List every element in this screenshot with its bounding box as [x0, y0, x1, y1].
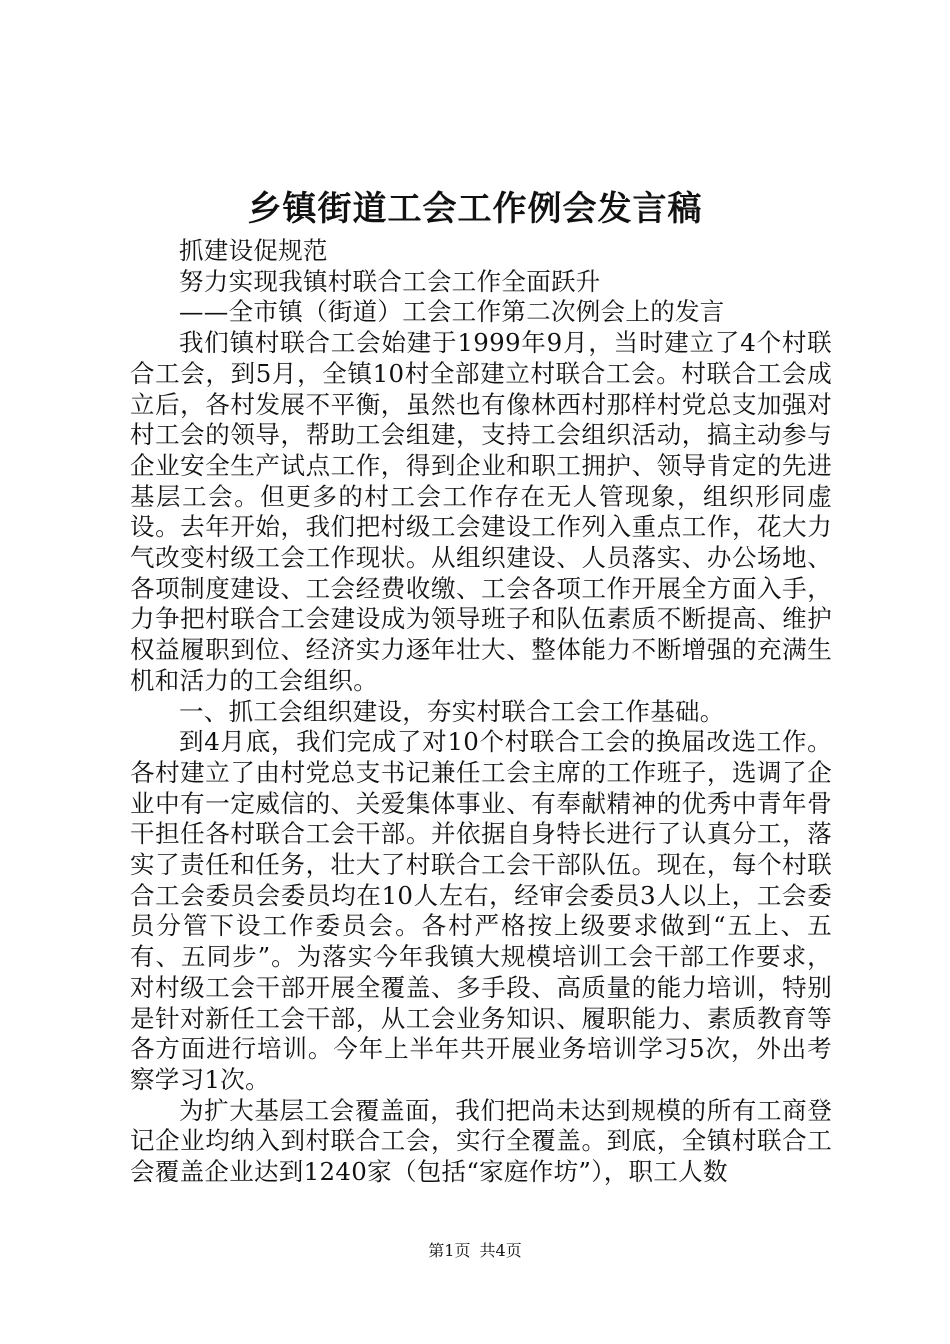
- subtitle-line-3: ——全市镇（街道）工会工作第二次例会上的发言: [179, 297, 725, 327]
- page-number: 第1页: [428, 1241, 471, 1260]
- body-paragraph: 我们镇村联合工会始建于1999年9月，当时建立了4个村联合工会，到5月，全镇10村全部建立村联合工会。村联合工会成立后，各村发展不平衡，虽然也有像林西村那样村党总支加强对村工会的领导，帮助工会组建，支持工会组织活动，搞主动参与企业安全生产试点工作，得到企业和职工拥护、领导肯定的先进基层工会。但更多的村工会工作存在无人管现象，组织形同虚设。去年开始，我们把村级工会建设工作列入重点工作，花大力气改变村级工会工作现状。从组织建设、人员落实、办公场地、各项制度建设、工会经费收缴、工会各项工作开展全方面入手，力争把村联合工会建设成为领导班子和队伍素质不断提高、维护权益履职到位、经济实力逐年壮大、整体能力不断增强的充满生机和活力的工会组织。: [130, 328, 832, 695]
- document-body: [130, 236, 832, 1188]
- page-footer: [0, 1240, 950, 1262]
- body-paragraph: 为扩大基层工会覆盖面，我们把尚未达到规模的所有工商登记企业均纳入到村联合工会，实行全覆盖。到底，全镇村联合工会覆盖企业达到1240家（包括“家庭作坊”），职工人数: [130, 1095, 832, 1187]
- subtitle-line-2: 努力实现我镇村联合工会工作全面跃升: [179, 266, 601, 296]
- body-paragraph: 到4月底，我们完成了对10个村联合工会的换届改选工作。各村建立了由村党总支书记兼任工会主席的工作班子，选调了企业中有一定威信的、关爱集体事业、有奉献精神的优秀中青年骨干担任各村联合工会干部。并依据自身特长进行了认真分工，落实了责任和任务，壮大了村联合工会干部队伍。现在，每个村联合工会委员会委员均在10人左右，经审会委员3人以上，工会委员分管下设工作委员会。各村严格按上级要求做到“五上、五有、五同步”。为落实今年我镇大规模培训工会干部工作要求，对村级工会干部开展全覆盖、多手段、高质量的能力培训，特别是针对新任工会干部，从工会业务知识、履职能力、素质教育等各方面进行培训。今年上半年共开展业务培训学习5次，外出考察学习1次。: [130, 727, 832, 1094]
- section-heading: 一、抓工会组织建设，夯实村联合工会工作基础。: [179, 696, 725, 726]
- page-total: 共4页: [479, 1241, 522, 1260]
- document-title: 乡镇街道工会工作例会发言稿: [247, 189, 703, 229]
- subtitle-line-1: 抓建设促规范: [179, 236, 328, 265]
